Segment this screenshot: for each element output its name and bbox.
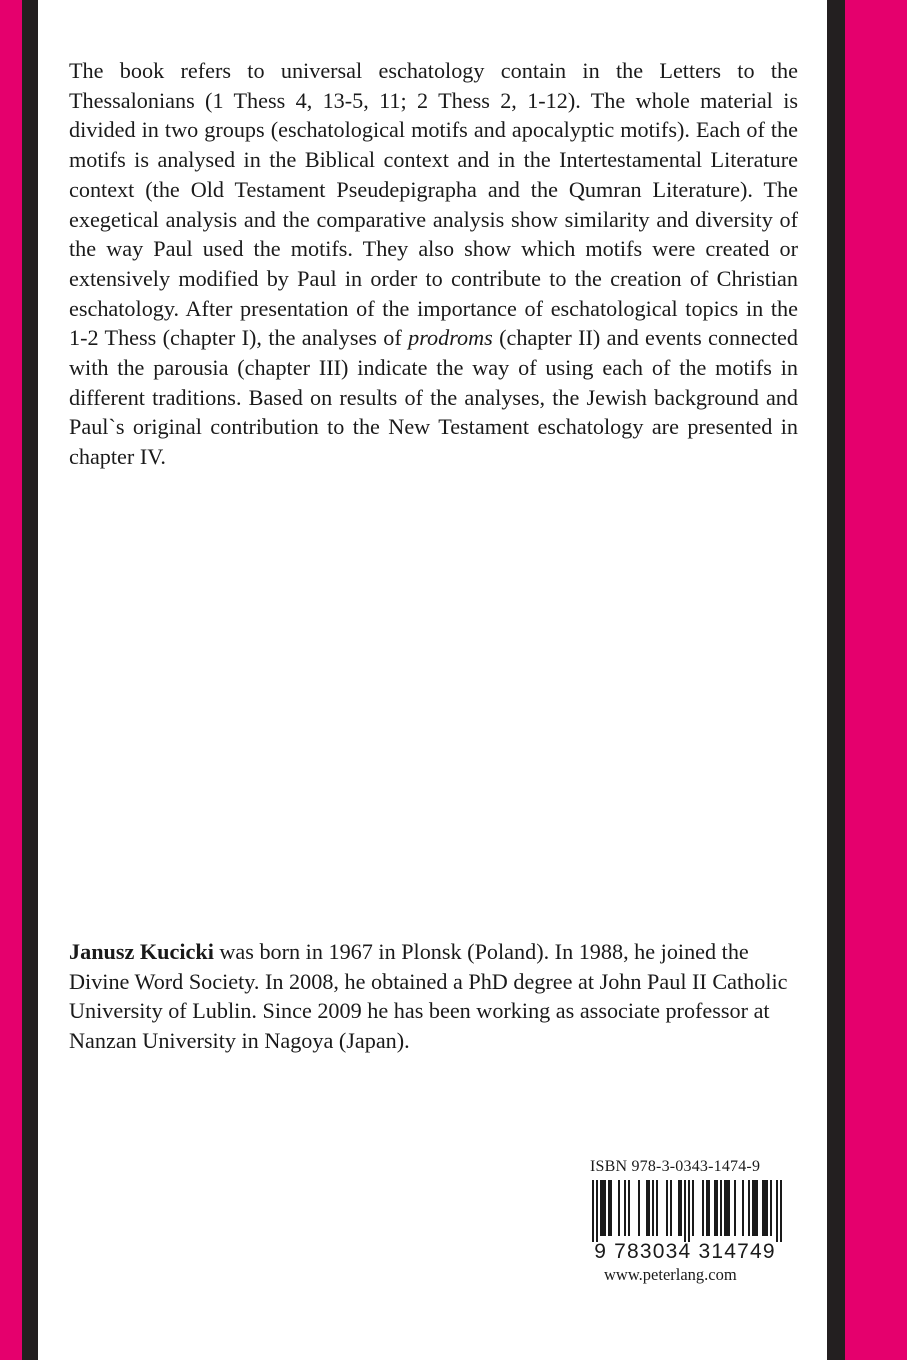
barcode-bar — [600, 1180, 602, 1236]
barcode-bar — [610, 1180, 612, 1236]
barcode-bar — [602, 1180, 604, 1236]
right-pink-border — [845, 0, 907, 1360]
author-bio-text: was born in 1967 in Plonsk (Poland). In 1988, he joined the Divine Word Society. In 2008, he obtained a PhD degree at John Paul II Catholic University of Lublin. Since 2009 he has been working as associate professor at Nanzan University in Nagoya (Japan). — [69, 939, 788, 1054]
description-text-part-2: (chapter II) and events connected with the parousia (chapter III) indicate the way of using each of the motifs in different traditions. Based on results of the analyses, the Jewish background and Paul`s original contribution to the New Testament eschatology are presented in chapter IV. — [69, 325, 798, 470]
barcode-bar — [762, 1180, 764, 1236]
barcode-bar — [604, 1180, 606, 1236]
publisher-url: www.peterlang.com — [604, 1265, 737, 1284]
barcode-bar — [708, 1180, 710, 1236]
barcode-bar — [764, 1180, 766, 1236]
barcode-bar — [592, 1180, 594, 1242]
barcode-bar — [648, 1180, 650, 1236]
barcode-bar — [724, 1180, 726, 1236]
left-black-border — [22, 0, 38, 1360]
barcode-bars — [580, 1180, 792, 1242]
barcode-bar — [754, 1180, 756, 1236]
barcode-bar — [714, 1180, 716, 1236]
barcode-bar — [608, 1180, 610, 1236]
book-description — [69, 56, 798, 472]
barcode-bar — [670, 1180, 672, 1236]
barcode-bar — [734, 1180, 736, 1236]
barcode-digits: 9 783034 314749 — [594, 1240, 776, 1263]
isbn-label: ISBN 978-3-0343-1474-9 — [590, 1158, 761, 1175]
description-emphasis: prodroms — [408, 325, 493, 351]
barcode-bar — [638, 1180, 640, 1236]
barcode-bar — [684, 1180, 686, 1242]
barcode-bar — [628, 1180, 630, 1236]
barcode-bar — [716, 1180, 718, 1236]
barcode-bar — [624, 1180, 626, 1236]
barcode-bar — [776, 1180, 778, 1242]
barcode-bar — [646, 1180, 648, 1236]
right-black-border — [827, 0, 845, 1360]
barcode-bar — [752, 1180, 754, 1236]
barcode-bar — [666, 1180, 668, 1236]
barcode-bar — [688, 1180, 690, 1242]
barcode-bar — [680, 1180, 682, 1236]
barcode-bar — [720, 1180, 722, 1236]
barcode-bar — [678, 1180, 680, 1236]
barcode-bar — [702, 1180, 704, 1236]
barcode-bar — [742, 1180, 744, 1236]
barcode-bar — [618, 1180, 620, 1236]
barcode-bar — [728, 1180, 730, 1236]
barcode-bar — [596, 1180, 598, 1242]
barcode-bar — [706, 1180, 708, 1236]
barcode-bar — [726, 1180, 728, 1236]
barcode-bar — [780, 1180, 782, 1242]
barcode-bar — [692, 1180, 694, 1236]
barcode-bar — [656, 1180, 658, 1236]
barcode-bar — [770, 1180, 772, 1236]
author-bio — [69, 937, 798, 1056]
author-name: Janusz Kucicki — [69, 939, 214, 964]
barcode-bar — [756, 1180, 758, 1236]
description-text-part-1: The book refers to universal eschatology contain in the Letters to the Thessalonians (1 Thess 4, 13-5, 11; 2 Thess 2, 1-12). The whole material is divided in two groups (eschatological motifs and apocalyptic motifs). Each of the motifs is analysed in the Biblical context and in the Intertestamental Literature context (the Old Testament Pseudepigrapha and the Qumran Literature). The exegetical analysis and the comparative analysis show similarity and diversity of the way Paul used the motifs. They also show which motifs were created or extensively modified by Paul in order to contribute to the creation of Christian eschatology. After presentation of the importance of eschatological topics in the 1-2 Thess (chapter I), the analyses of — [69, 58, 798, 351]
barcode-bar — [766, 1180, 768, 1236]
barcode-bar — [748, 1180, 750, 1236]
barcode-bar — [652, 1180, 654, 1236]
left-pink-border — [0, 0, 22, 1360]
